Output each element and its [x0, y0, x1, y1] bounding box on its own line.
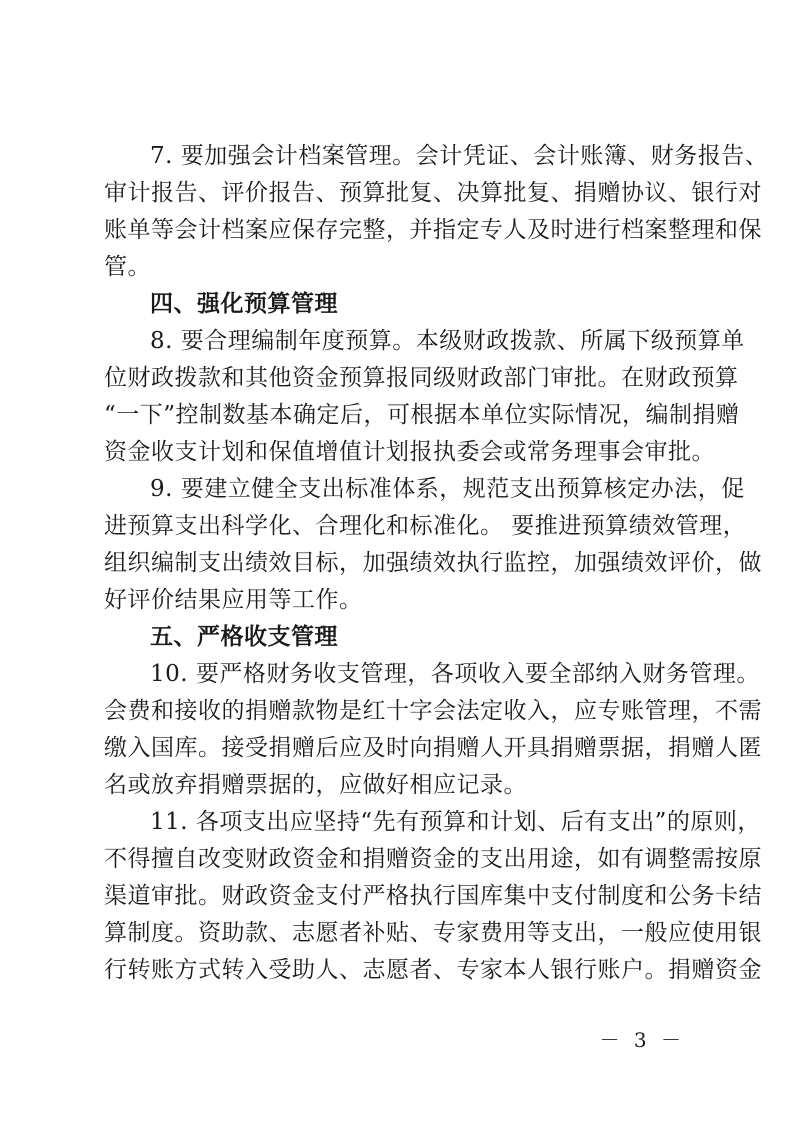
text-line: 进预算支出科学化、合理化和标准化。 要推进预算绩效管理，	[104, 513, 747, 539]
text-line: 不得擅自改变财政资金和捐赠资金的支出用途，如有调整需按原	[104, 846, 762, 872]
text-line: 渠道审批。财政资金支付严格执行国库集中支付制度和公务卡结	[104, 883, 762, 909]
text-line: 11. 各项支出应坚持“先有预算和计划、后有支出”的原则，	[150, 809, 761, 835]
text-line: 算制度。资助款、志愿者补贴、专家费用等支出，一般应使用银	[104, 920, 762, 946]
heading-line: 五、严格收支管理	[150, 624, 338, 650]
text-line: 账单等会计档案应保存完整，并指定专人及时进行档案整理和保	[104, 217, 762, 243]
text-line: 位财政拨款和其他资金预算报同级财政部门审批。在财政预算	[104, 365, 739, 391]
text-line: 行转账方式转入受助人、志愿者、专家本人银行账户。捐赠资金	[104, 957, 762, 983]
paragraph-11	[104, 804, 762, 989]
text-line: 会费和接收的捐赠款物是红十字会法定收入，应专账管理，不需	[104, 698, 762, 724]
paragraph-10	[104, 656, 762, 804]
text-line: 管。	[104, 254, 151, 280]
section-heading-4	[104, 286, 692, 323]
text-line: 7. 要加强会计档案管理。会计凭证、会计账簿、财务报告、	[150, 143, 769, 169]
text-line: 缴入国库。接受捐赠后应及时向捐赠人开具捐赠票据，捐赠人匿	[104, 735, 762, 761]
page-number: － 3 －	[599, 1028, 685, 1052]
text-line: “一下”控制数基本确定后，可根据本单位实际情况，编制捐赠	[104, 402, 740, 428]
document-body	[104, 138, 769, 989]
text-line: 资金收支计划和保值增值计划报执委会或常务理事会审批。	[104, 439, 715, 465]
text-line: 名或放弃捐赠票据的，应做好相应记录。	[104, 772, 527, 798]
text-line: 10. 要严格财务收支管理，各项收入要全部纳入财务管理。	[150, 661, 760, 687]
paragraph-7	[104, 138, 769, 286]
text-line: 好评价结果应用等工作。	[104, 587, 363, 613]
heading-line: 四、强化预算管理	[150, 291, 338, 317]
paragraph-8	[104, 323, 745, 471]
text-line: 8. 要合理编制年度预算。本级财政拨款、所属下级预算单	[150, 328, 745, 354]
text-line: 审计报告、评价报告、预算批复、决算批复、捐赠协议、银行对	[104, 180, 762, 206]
paragraph-9	[104, 471, 762, 619]
text-line: 组织编制支出绩效目标，加强绩效执行监控，加强绩效评价，做	[104, 550, 762, 576]
section-heading-5	[104, 619, 692, 656]
text-line: 9. 要建立健全支出标准体系，规范支出预算核定办法，促	[150, 476, 745, 502]
